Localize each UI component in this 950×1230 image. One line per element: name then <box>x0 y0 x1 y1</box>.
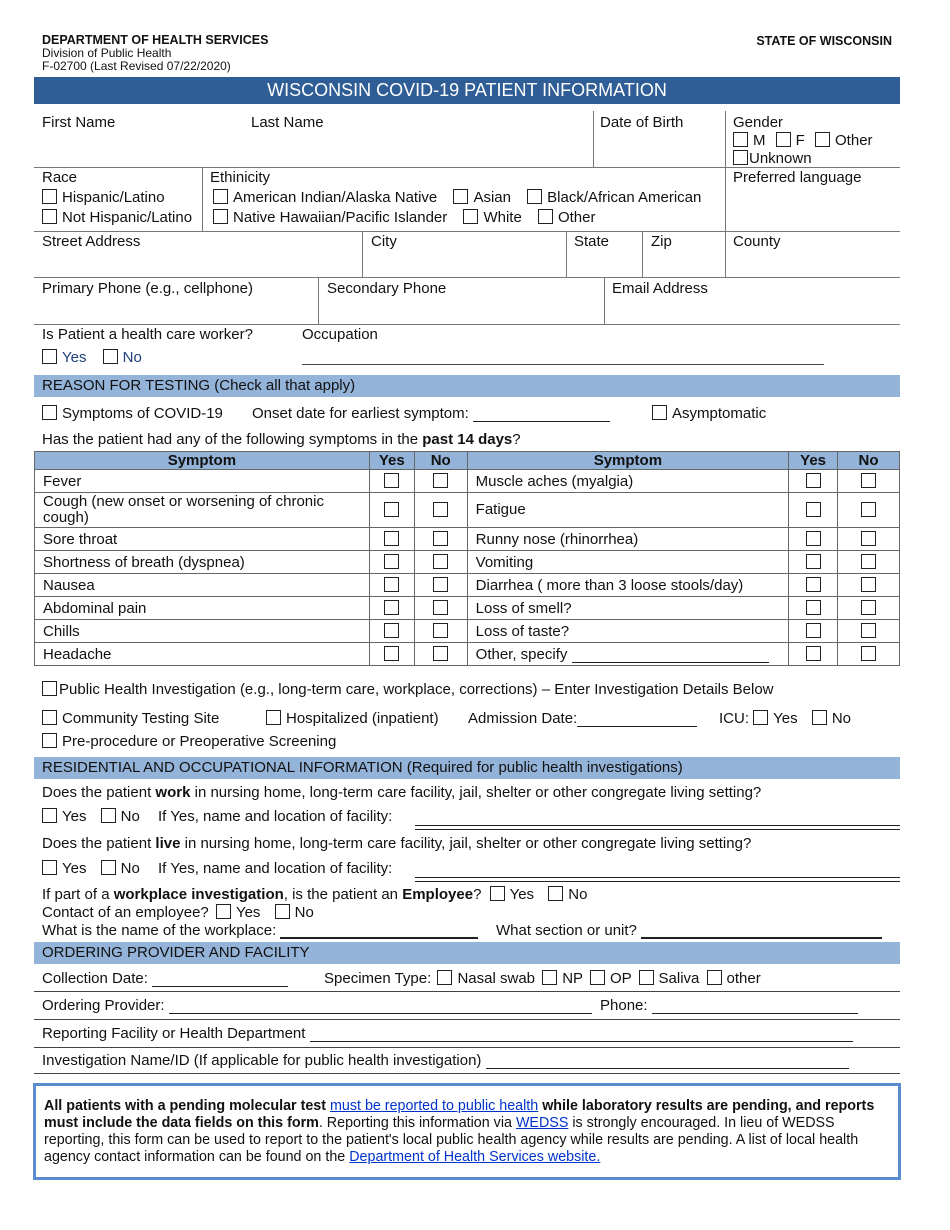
yes-checkbox[interactable] <box>806 646 821 661</box>
no-checkbox[interactable] <box>433 646 448 661</box>
employee-no-checkbox[interactable] <box>548 886 563 901</box>
yes-checkbox[interactable] <box>806 531 821 546</box>
yes-checkbox[interactable] <box>384 531 399 546</box>
work-facility-input[interactable] <box>415 825 900 830</box>
gender-m-checkbox[interactable] <box>733 132 748 147</box>
section-unit: What section or unit? <box>496 922 882 939</box>
ordering-section-title: ORDERING PROVIDER AND FACILITY <box>34 942 900 964</box>
yes-checkbox[interactable] <box>806 473 821 488</box>
table-row: Shortness of breath (dyspnea) Vomiting <box>35 551 900 574</box>
yes-checkbox[interactable] <box>384 623 399 638</box>
live-facility-input[interactable] <box>415 877 900 882</box>
onset-date: Onset date for earliest symptom: <box>252 405 610 422</box>
ethnicity-asian-checkbox[interactable] <box>453 189 468 204</box>
preferred-language-field[interactable]: Preferred language <box>733 169 862 186</box>
provider-phone-input[interactable] <box>652 999 858 1014</box>
yes-checkbox[interactable] <box>806 577 821 592</box>
no-checkbox[interactable] <box>433 623 448 638</box>
work-yes-checkbox[interactable] <box>42 808 57 823</box>
state-field[interactable]: State <box>574 233 610 250</box>
investigation-name: Investigation Name/ID (If applicable for public health investigation) <box>42 1052 849 1069</box>
email-field[interactable]: Email Address <box>612 280 708 297</box>
no-checkbox[interactable] <box>861 623 876 638</box>
table-row: Headache Other, specify <box>35 643 900 666</box>
no-checkbox[interactable] <box>861 473 876 488</box>
state-name: STATE OF WISCONSIN <box>756 34 892 48</box>
section-unit-input[interactable] <box>641 923 882 939</box>
collection-date: Collection Date: <box>42 970 288 987</box>
race-not-hispanic: Not Hispanic/Latino <box>42 209 192 226</box>
wedss-link[interactable]: WEDSS <box>515 1115 569 1131</box>
dob-field[interactable]: Date of Birth <box>600 114 684 131</box>
symptoms-covid: Symptoms of COVID-19 <box>42 405 223 422</box>
saliva-checkbox[interactable] <box>639 970 654 985</box>
icu-yes-checkbox[interactable] <box>753 710 768 725</box>
table-row: Fever Muscle aches (myalgia) <box>35 470 900 493</box>
phi-checkbox[interactable] <box>42 681 57 696</box>
ethnicity-label: Ethinicity <box>210 169 271 186</box>
table-row: Nausea Diarrhea ( more than 3 loose stools/day) <box>35 574 900 597</box>
investigation-name-input[interactable] <box>486 1054 849 1069</box>
preprocedure: Pre-procedure or Preoperative Screening <box>42 733 336 750</box>
table-row: Abdominal pain Loss of smell? <box>35 597 900 620</box>
no-checkbox[interactable] <box>861 502 876 517</box>
last-name-field[interactable]: Last Name <box>251 114 324 131</box>
yes-checkbox[interactable] <box>384 646 399 661</box>
yes-checkbox[interactable] <box>384 502 399 517</box>
contact-question: Contact of an employee? Yes No <box>42 904 314 921</box>
hcw-options: Yes No <box>42 349 142 366</box>
secondary-phone-field[interactable]: Secondary Phone <box>327 280 447 297</box>
no-checkbox[interactable] <box>433 473 448 488</box>
hospitalized-checkbox[interactable] <box>266 710 281 725</box>
no-checkbox[interactable] <box>433 531 448 546</box>
yes-checkbox[interactable] <box>384 577 399 592</box>
primary-phone-field[interactable]: Primary Phone (e.g., cellphone) <box>42 280 253 297</box>
first-name-field[interactable]: First Name <box>42 114 116 131</box>
agency-header <box>42 34 268 73</box>
ethnicity-row-2: Native Hawaiian/Pacific Islander White Other <box>213 209 595 226</box>
reason-section-title: REASON FOR TESTING (Check all that apply) <box>34 375 900 397</box>
col-no: No <box>414 452 467 470</box>
ethnicity-row-1: American Indian/Alaska Native Asian Black/African American <box>213 189 701 206</box>
col-yes: Yes <box>369 452 414 470</box>
contact-yes-checkbox[interactable] <box>216 904 231 919</box>
provider-phone: Phone: <box>600 997 858 1014</box>
no-checkbox[interactable] <box>861 554 876 569</box>
ordering-provider-input[interactable] <box>169 999 592 1014</box>
occupation-input[interactable] <box>302 364 824 365</box>
asymptomatic: Asymptomatic <box>652 405 766 422</box>
no-checkbox[interactable] <box>433 554 448 569</box>
gender-unknown-checkbox[interactable] <box>733 150 748 165</box>
nasal-swab-checkbox[interactable] <box>437 970 452 985</box>
live-no-checkbox[interactable] <box>101 860 116 875</box>
gender-label: Gender <box>733 114 784 131</box>
live-options: Yes No If Yes, name and location of facility: <box>42 860 392 877</box>
community-testing: Community Testing Site <box>42 710 219 727</box>
form-title: WISCONSIN COVID-19 PATIENT INFORMATION <box>34 77 900 104</box>
street-address-field[interactable]: Street Address <box>42 233 141 250</box>
city-field[interactable]: City <box>371 233 397 250</box>
work-question: Does the patient work in nursing home, long-term care facility, jail, shelter or other congregate living setting? <box>42 784 762 801</box>
gender-unknown: Unknown <box>733 150 812 167</box>
ordering-provider: Ordering Provider: <box>42 997 592 1014</box>
gender-f-checkbox[interactable] <box>776 132 791 147</box>
ethnicity-white-checkbox[interactable] <box>463 209 478 224</box>
public-health-investigation: Public Health Investigation (e.g., long-term care, workplace, corrections) – Enter Investigation Details Below <box>42 681 774 698</box>
gender-other-checkbox[interactable] <box>815 132 830 147</box>
dhs-website-link[interactable]: Department of Health Services website. <box>349 1149 601 1165</box>
hospitalized: Hospitalized (inpatient) <box>266 710 439 727</box>
yes-checkbox[interactable] <box>384 473 399 488</box>
symptom-question: Has the patient had any of the following symptoms in the past 14 days? <box>42 431 521 448</box>
zip-field[interactable]: Zip <box>651 233 672 250</box>
col-no-2: No <box>838 452 900 470</box>
other-symptom-input[interactable] <box>572 648 769 663</box>
residential-section-title: RESIDENTIAL AND OCCUPATIONAL INFORMATION (Required for public health investigations) <box>34 757 900 779</box>
ethnicity-black-checkbox[interactable] <box>527 189 542 204</box>
race-label: Race <box>42 169 78 186</box>
ethnicity-hawaiian-checkbox[interactable] <box>213 209 228 224</box>
col-symptom: Symptom <box>35 452 370 470</box>
workplace-name-input[interactable] <box>280 923 478 939</box>
no-checkbox[interactable] <box>861 577 876 592</box>
yes-checkbox[interactable] <box>806 600 821 615</box>
county-field[interactable]: County <box>733 233 781 250</box>
icu: ICU: Yes No <box>719 710 852 727</box>
icu-no-checkbox[interactable] <box>812 710 827 725</box>
reporting-notice: All patients with a pending molecular test must be reported to public health while laboratory results are pending, and reports must include the data fields on this form. Reporting this information via WEDSS is strongly encouraged. In lieu of WEDSS reporting, this form can be used to report to the patient's local public health agency while results are pending. A list of local health agency contact information can be found on the Department of Health Services website. <box>33 1083 901 1180</box>
community-checkbox[interactable] <box>42 710 57 725</box>
col-symptom-2: Symptom <box>467 452 788 470</box>
symptoms-covid-checkbox[interactable] <box>42 405 57 420</box>
department-name: DEPARTMENT OF HEALTH SERVICES <box>42 33 269 47</box>
symptom-table <box>34 451 900 666</box>
table-row: Cough (new onset or worsening of chronic cough) Fatigue <box>35 493 900 528</box>
form-id: F-02700 (Last Revised 07/22/2020) <box>42 59 231 73</box>
yes-checkbox[interactable] <box>806 554 821 569</box>
table-row: Chills Loss of taste? <box>35 620 900 643</box>
onset-date-input[interactable] <box>473 407 610 422</box>
op-checkbox[interactable] <box>590 970 605 985</box>
np-checkbox[interactable] <box>542 970 557 985</box>
reporting-facility-input[interactable] <box>310 1027 853 1042</box>
race-not-hispanic-checkbox[interactable] <box>42 209 57 224</box>
table-row: Sore throat Runny nose (rhinorrhea) <box>35 528 900 551</box>
yes-checkbox[interactable] <box>806 502 821 517</box>
gender-options: M F Other <box>733 132 873 149</box>
yes-checkbox[interactable] <box>384 554 399 569</box>
workplace-question: If part of a workplace investigation, is the patient an Employee? Yes No <box>42 886 588 903</box>
hcw-no-checkbox[interactable] <box>103 349 118 364</box>
admission-date: Admission Date: <box>468 710 697 727</box>
no-checkbox[interactable] <box>433 502 448 517</box>
no-checkbox[interactable] <box>861 600 876 615</box>
occupation-label: Occupation <box>302 326 378 343</box>
asymptomatic-checkbox[interactable] <box>652 405 667 420</box>
preprocedure-checkbox[interactable] <box>42 733 57 748</box>
col-yes-2: Yes <box>789 452 838 470</box>
collection-date-input[interactable] <box>152 972 288 987</box>
live-question: Does the patient live in nursing home, long-term care facility, jail, shelter or other congregate living setting? <box>42 835 752 852</box>
contact-no-checkbox[interactable] <box>275 904 290 919</box>
live-yes-checkbox[interactable] <box>42 860 57 875</box>
race-hispanic-checkbox[interactable] <box>42 189 57 204</box>
no-checkbox[interactable] <box>433 577 448 592</box>
work-no-checkbox[interactable] <box>101 808 116 823</box>
other-specimen-checkbox[interactable] <box>707 970 722 985</box>
yes-checkbox[interactable] <box>384 600 399 615</box>
no-checkbox[interactable] <box>433 600 448 615</box>
admission-date-input[interactable] <box>577 712 697 727</box>
ethnicity-other-checkbox[interactable] <box>538 209 553 224</box>
hcw-question: Is Patient a health care worker? <box>42 326 253 343</box>
reporting-facility: Reporting Facility or Health Department <box>42 1025 853 1042</box>
specimen-type: Specimen Type: Nasal swab NP OP Saliva other <box>324 970 761 987</box>
workplace-name: What is the name of the workplace: <box>42 922 478 939</box>
yes-checkbox[interactable] <box>806 623 821 638</box>
race-hispanic: Hispanic/Latino <box>42 189 165 206</box>
hcw-yes-checkbox[interactable] <box>42 349 57 364</box>
no-checkbox[interactable] <box>861 531 876 546</box>
employee-yes-checkbox[interactable] <box>490 886 505 901</box>
ethnicity-american-indian-checkbox[interactable] <box>213 189 228 204</box>
division-name: Division of Public Health <box>42 46 172 60</box>
work-options: Yes No If Yes, name and location of facility: <box>42 808 392 825</box>
report-to-public-health-link[interactable]: must be reported to public health <box>329 1098 539 1114</box>
no-checkbox[interactable] <box>861 646 876 661</box>
